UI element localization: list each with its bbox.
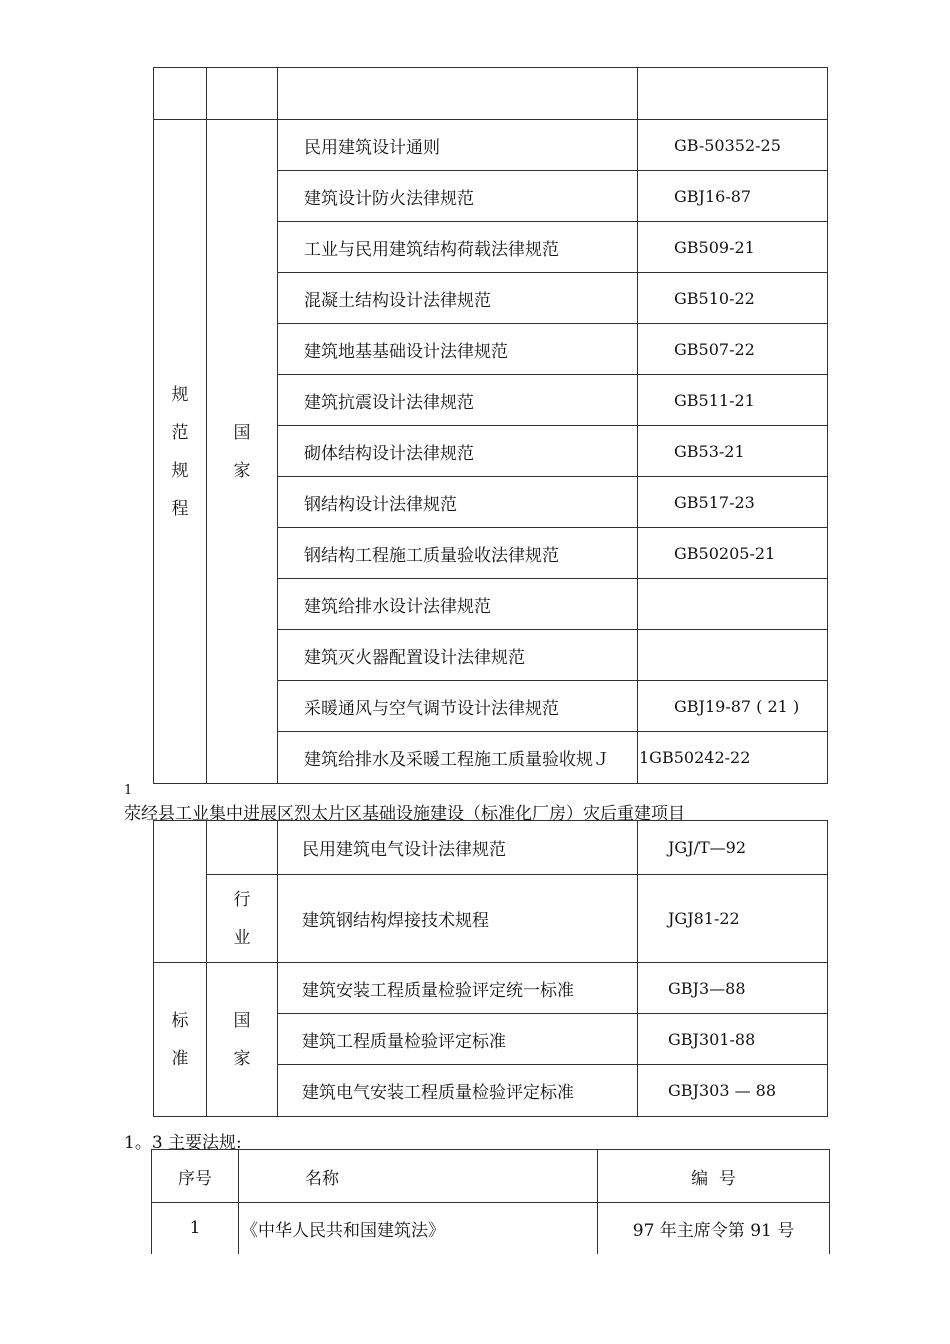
standard-name: 民用建筑设计通则 xyxy=(278,120,638,171)
standard-name: 民用建筑电气设计法律规范 xyxy=(278,821,638,875)
standard-name: 建筑灭火器配置设计法律规范 xyxy=(278,630,638,681)
standard-code xyxy=(638,579,828,630)
industry-label: 行 业 xyxy=(207,875,278,963)
standard-name: 建筑钢结构焊接技术规程 xyxy=(278,875,638,963)
standard-code: GB-50352-25 xyxy=(638,120,828,171)
standards-table xyxy=(153,67,828,784)
standard-name: 建筑地基基础设计法律规范 xyxy=(278,324,638,375)
standards-table-continued xyxy=(153,820,828,1117)
standard-name: 建筑抗震设计法律规范 xyxy=(278,375,638,426)
row-no: 1 xyxy=(152,1203,239,1254)
standard-name: 建筑安装工程质量检验评定统一标准 xyxy=(278,963,638,1014)
table-row xyxy=(154,821,828,875)
standard-name: 建筑电气安装工程质量检验评定标准 xyxy=(278,1065,638,1117)
regulations-table xyxy=(151,1149,830,1254)
standard-code: GB511-21 xyxy=(638,375,828,426)
standard-code: GB53-21 xyxy=(638,426,828,477)
standard-code: GBJ301-88 xyxy=(638,1014,828,1065)
section-heading: 1。3 主要法规: xyxy=(124,1133,242,1153)
header-name: 名称 xyxy=(239,1150,598,1203)
standard-code: GB50205-21 xyxy=(638,528,828,579)
table-row xyxy=(154,68,828,120)
page-number: 1 xyxy=(124,783,133,798)
header-code: 编 号 xyxy=(598,1150,830,1203)
category-cell: 规 范 规 程 xyxy=(154,120,207,784)
table-row xyxy=(154,963,828,1014)
standard-code: JGJ/T—92 xyxy=(638,821,828,875)
standard-name: 采暖通风与空气调节设计法律规范 xyxy=(278,681,638,732)
national-label: 国 家 xyxy=(207,963,278,1117)
standard-name: 钢结构设计法律规范 xyxy=(278,477,638,528)
row-code: 97 年主席令第 91 号 xyxy=(598,1203,830,1254)
header-no: 序号 xyxy=(152,1150,239,1203)
standard-code: GBJ3—88 xyxy=(638,963,828,1014)
standard-name: 混凝土结构设计法律规范 xyxy=(278,273,638,324)
table-header-row xyxy=(152,1150,830,1203)
standard-code: GB510-22 xyxy=(638,273,828,324)
table-row xyxy=(152,1203,830,1254)
standard-name: 工业与民用建筑结构荷载法律规范 xyxy=(278,222,638,273)
standard-code: JGJ81-22 xyxy=(638,875,828,963)
table-row xyxy=(154,120,828,171)
standard-code: GBJ19-87 ( 21 ) xyxy=(638,681,828,732)
standard-name: 建筑设计防火法律规范 xyxy=(278,171,638,222)
standard-code: GB509-21 xyxy=(638,222,828,273)
standard-code: GBJ303 — 88 xyxy=(638,1065,828,1117)
standard-code: GB507-22 xyxy=(638,324,828,375)
level-cell: 国 家 xyxy=(207,120,278,784)
standard-code: 1GB50242-22 xyxy=(638,732,828,784)
standard-name: 建筑给排水设计法律规范 xyxy=(278,579,638,630)
standard-name: 钢结构工程施工质量验收法律规范 xyxy=(278,528,638,579)
standard-name: 砌体结构设计法律规范 xyxy=(278,426,638,477)
standard-code: GB517-23 xyxy=(638,477,828,528)
standard-label: 标 准 xyxy=(154,963,207,1117)
standard-code xyxy=(638,630,828,681)
standard-name: 建筑工程质量检验评定标准 xyxy=(278,1014,638,1065)
standard-name: 建筑给排水及采暖工程施工质量验收规Ｊ xyxy=(278,732,638,784)
project-title: 荥经县工业集中进展区烈太片区基础设施建设（标准化厂房）灾后重建项目 xyxy=(124,804,685,824)
row-name: 《中华人民共和国建筑法》 xyxy=(239,1203,598,1254)
table-row xyxy=(154,875,828,963)
standard-code: GBJ16-87 xyxy=(638,171,828,222)
